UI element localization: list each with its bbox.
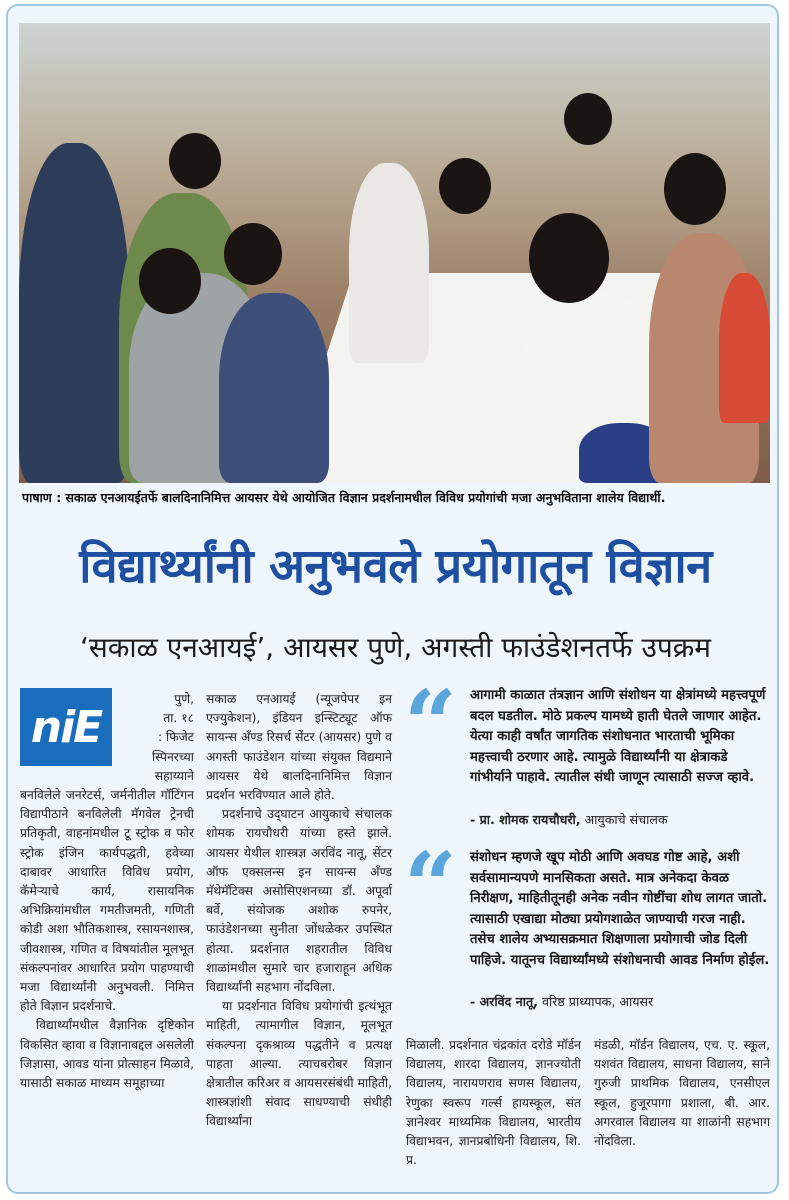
photo-head xyxy=(139,248,201,314)
quote-text: संशोधन म्हणजे खूप मोठी आणि अवघड गोष्ट आहे, अशी सर्वसामान्यपणे मानसिकता असते. मात्र अनेकदा केवळ निरीक्षण, माहितीतूनही अनेक नवीन गोष्टींचा शोध लागत जातो. त्यासाठी एखाद्या मोठ्या प्रयोगशाळेत जाण्याची गरज नाही. तसेच शालेय अभ्यासक्रमात शिक्षणाला प्रयोगाची जोड दिली पाहिजे. यातूनच विद्यार्थ्यांमध्ये संशोधनाची आवड निर्माण होईल. xyxy=(470,850,770,968)
photo-caption: पाषाण : सकाळ एनआयईतर्फे बालदिनानिमित्त आयसर येथे आयोजित विज्ञान प्रदर्शनामधील विविध प्रयोगांची मजा अनुभविताना शालेय विद्यार्थी. xyxy=(22,490,666,505)
subheadline: ‘सकाळ एनआयई’, आयसर पुणे, अगस्ती फाउंडेशनतर्फे उपक्रम xyxy=(79,631,712,664)
quote-attribution-role: वरिष्ठ प्राध्यापक, आयसर xyxy=(537,994,654,1009)
article-paragraph: बनविलेले जनरेटर्स, जर्मनीतील गॉटिंगन विद्यापीठाने बनविलेली मॅगवेल ट्रेनची प्रतिकृती, वाहनांमधील टू स्ट्रोक व फोर स्ट्रोक इंजिन कार्यपद्धती, हवेच्या दाबावर आधारित विविध प्रयोग, कॅमेऱ्याचे कार्य, रासायनिक अभिक्रियांमधील गमतीजमती, गणिती कोडी अशा भौतिकशास्त्र, रसायनशास्त्र, जीवशास्त्र, गणित व विषयांतील मूलभूत संकल्पनांवर आधारित प्रयोग पाहण्याची मजा विद्यार्थ्यांनी अनुभवली. निमित्त होते विज्ञान प्रदर्शनाचे. xyxy=(20,788,194,1014)
article-paragraph: मंडळी, मॉर्डन विद्यालय, एच. ए. स्कूल, यशवंत विद्यालय, साधना विद्यालय, साने गुरुजी प्राथमिक विद्यालय, एनसीएल स्कूल, हुजूरपागा प्रशाला, बी. आर. अगरवाल विद्यालय या शाळांनी सहभाग नोंदविला. xyxy=(594,1038,770,1149)
dateline-line: स्पिनरच्या xyxy=(152,749,194,764)
dateline xyxy=(118,690,194,786)
article-paragraph: विद्यार्थ्यांमधील वैज्ञानिक दृष्टिकोन विकसित व्हावा व विज्ञानाबद्दल असलेली जिज्ञासा, आवड यांना प्रोत्साहन मिळावे, यासाठी सकाळ माध्यम समूहाच्या xyxy=(20,1018,194,1091)
photo-head xyxy=(564,93,612,145)
photo-person xyxy=(219,293,329,483)
nie-logo: niE xyxy=(20,688,112,766)
photo-person xyxy=(19,143,129,483)
quote-mark-icon: “ xyxy=(404,670,457,778)
news-photo xyxy=(19,23,770,483)
photo-head xyxy=(224,223,282,285)
article-column-1 xyxy=(20,786,194,1093)
article-paragraph: सकाळ एनआयई (न्यूजपेपर इन एज्युकेशन), इंडियन इन्स्टिट्यूट ऑफ सायन्स अँण्ड रिसर्च सेंटर (आयसर) पुणे व अगस्ती फाउंडेशन यांच्या संयुक्त विद्यमाने आयसर येथे बालदिनानिमित्त विज्ञान प्रदर्शन भरविण्यात आले होते. xyxy=(206,692,392,803)
article-paragraph: मिळाली. प्रदर्शनात चंद्रकांत दरोडे मॉर्डन विद्यालय, शारदा विद्यालय, ज्ञानज्योती विद्यालय, नारायणराव सणस विद्यालय, रेणुका स्वरूप गर्ल्स हायस्कूल, संत ज्ञानेश्वर माध्यमिक विद्यालय, भारतीय विद्याभवन, ज्ञानप्रबोधिनी विद्यालय, शि. प्र. xyxy=(406,1038,581,1168)
dateline-line: पुणे, xyxy=(174,692,194,706)
article-column-2 xyxy=(206,690,392,1132)
dateline-line: : फिजेट xyxy=(157,730,194,745)
newspaper-clipping xyxy=(6,4,779,1194)
dateline-line: ता. १८ xyxy=(163,711,194,726)
photo-head xyxy=(529,213,609,303)
quote-attribution-name: - प्रा. शोमक रायचौधरी, xyxy=(470,812,581,827)
article-paragraph: प्रदर्शनाचे उद्‍घाटन आयुकाचे संचालक शोमक रायचौधरी यांच्या हस्ते झाले. आयसर येथील शास्त्रज्ञ अरविंद नातू, सेंटर ऑफ एक्सलन्स इन सायन्स अँण्ड मॅथेमॅटिक्स असोसिएशनच्या डॉ. अपूर्वा बर्वे, संयोजक अशोक रुपनेर, फाउंडेशनच्या सुनीता जोंधळेकर उपस्थित होत्या. प्रदर्शनात शहरातील विविध शाळांमधील सुमारे चार हजाराहून अधिक विद्यार्थ्यांनी सहभाग नोंदविला. xyxy=(206,807,392,995)
quote-attribution xyxy=(470,992,770,1011)
quote-box-2 xyxy=(404,832,774,1018)
dateline-line: सहाय्याने xyxy=(154,768,194,783)
quote-attribution-name: - अरविंद नातू, xyxy=(470,994,538,1009)
quote-attribution xyxy=(470,810,770,829)
article-paragraph: या प्रदर्शनात विविध प्रयोगांची इत्थंभूत माहिती, त्यामागील विज्ञान, मूलभूत संकल्पना दृकश्राव्य पद्धतीने व प्रत्यक्ष पाहता आल्या. त्याचबरोबर विज्ञान क्षेत्रातील करिअर व आयसरसंबंधी माहिती, शास्त्रज्ञांशी संवाद साधण्याची संधीही विद्यार्थ्यांना xyxy=(206,999,392,1129)
quote-attribution-role: आयुकाचे संचालक xyxy=(580,812,668,827)
article-column-4 xyxy=(594,1036,770,1151)
photo-head xyxy=(439,158,491,214)
photo-head xyxy=(169,133,221,189)
article-column-3 xyxy=(406,1036,581,1170)
photo-person xyxy=(719,273,770,423)
headline: विद्यार्थ्यांनी अनुभवले प्रयोगातून विज्ञान xyxy=(79,539,712,594)
quote-text: आगामी काळात तंत्रज्ञान आणि संशोधन या क्षेत्रांमध्ये महत्त्वपूर्ण बदल घडतील. मोठे प्रकल्प यामध्ये हाती घेतले जाणार आहेत. येत्या काही वर्षांत जागतिक संशोधनात भारताची भूमिका महत्त्वाची ठरणार आहे. त्यामुळे विद्यार्थ्यांनी या क्षेत्राकडे गांभीर्याने पाहावे. त्यातील संधी जाणून त्यासाठी सज्ज व्हावे. xyxy=(470,688,766,786)
photo-person xyxy=(349,163,429,363)
quote-box-1 xyxy=(404,670,774,836)
quote-mark-icon: “ xyxy=(404,832,457,940)
photo-head xyxy=(664,153,726,225)
